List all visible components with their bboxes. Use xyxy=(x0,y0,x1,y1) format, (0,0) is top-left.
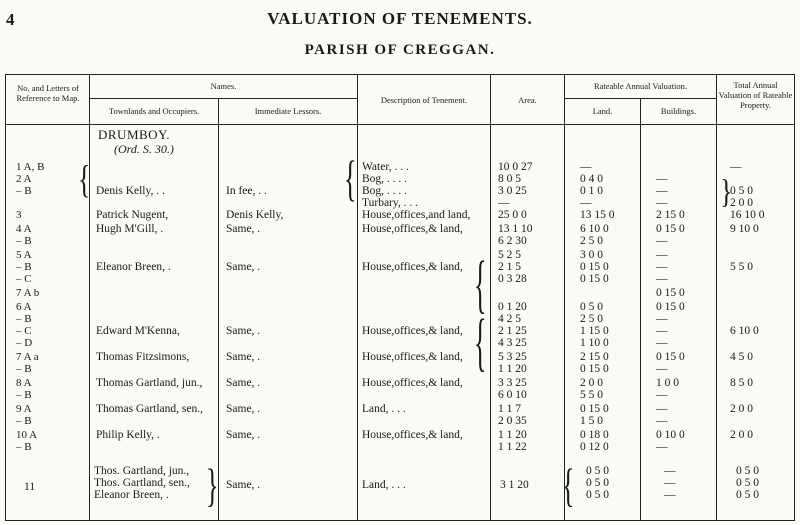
area-cell: 3 0 25 xyxy=(498,185,527,197)
buildings-cell: 2 15 0 xyxy=(656,209,685,221)
total-cell: 16 10 0 xyxy=(730,209,765,221)
total-cell: 5 5 0 xyxy=(730,261,753,273)
header-area: Area. xyxy=(518,95,537,105)
land-cell: 0 15 0 xyxy=(580,363,609,375)
buildings-cell: — xyxy=(656,185,668,197)
ref-cell: 2 A xyxy=(16,173,32,185)
description-cell: House,offices,and land, xyxy=(362,209,471,221)
occupier-cell: Edward M'Kenna, xyxy=(96,325,180,337)
header-names: Names. xyxy=(210,81,237,91)
area-cell: 3 3 25 xyxy=(498,377,527,389)
buildings-cell: — xyxy=(656,441,668,453)
lessor-cell: Same, . xyxy=(226,351,261,363)
area-cell: 6 0 10 xyxy=(498,389,527,401)
buildings-cell: — xyxy=(656,403,668,415)
ref-cell: – B xyxy=(16,235,32,247)
area-cell: 1 1 20 xyxy=(498,363,527,375)
page-number: 4 xyxy=(6,10,15,29)
brace-total: } xyxy=(720,172,733,211)
ref-cell: 10 A xyxy=(16,429,38,441)
land-cell: 5 5 0 xyxy=(580,389,603,401)
brace-right: { xyxy=(78,158,91,202)
description-cell: Water, . . . xyxy=(362,161,409,173)
occupier-cell: Eleanor Breen, . xyxy=(94,489,169,501)
description-cell: House,offices,& land, xyxy=(362,261,463,273)
area-cell: 5 2 5 xyxy=(498,249,521,261)
buildings-cell: — xyxy=(656,325,668,337)
buildings-cell: — xyxy=(656,261,668,273)
area-cell: 1 1 20 xyxy=(498,429,527,441)
header-land: Land. xyxy=(592,106,613,116)
ref-cell: 3 xyxy=(16,209,22,221)
description-cell: House,offices,& land, xyxy=(362,351,463,363)
ref-cell: 4 A xyxy=(16,223,32,235)
buildings-cell: — xyxy=(656,415,668,427)
description-cell: Land, . . . xyxy=(362,479,406,491)
ref-cell: – C xyxy=(16,325,32,337)
lessor-cell: Same, . xyxy=(226,261,261,273)
buildings-cell: 0 15 0 xyxy=(656,351,685,363)
col-rule xyxy=(640,98,641,520)
description-cell: House,offices,& land, xyxy=(362,429,463,441)
valuation-table xyxy=(5,74,795,521)
buildings-cell: — xyxy=(656,273,668,285)
total-cell: 0 5 0 xyxy=(736,477,759,489)
brace-land: { xyxy=(562,459,575,512)
lessor-cell: Same, . xyxy=(226,325,261,337)
occupier-cell: Patrick Nugent, xyxy=(96,209,169,221)
buildings-cell: 1 0 0 xyxy=(656,377,679,389)
ref-cell: – B xyxy=(16,415,32,427)
ref-cell: 6 A xyxy=(16,301,32,313)
area-cell: 5 3 25 xyxy=(498,351,527,363)
area-cell: 25 0 0 xyxy=(498,209,527,221)
description-cell: House,offices,& land, xyxy=(362,377,463,389)
lessor-cell: Same, . xyxy=(226,403,261,415)
ref-cell: – C xyxy=(16,273,32,285)
buildings-cell: 0 15 0 xyxy=(656,223,685,235)
lessor-cell: Same, . xyxy=(226,479,261,491)
total-cell: — xyxy=(730,161,742,173)
total-cell: 2 0 0 xyxy=(730,429,753,441)
buildings-cell: — xyxy=(656,235,668,247)
land-cell: — xyxy=(580,161,592,173)
ref-cell: 8 A xyxy=(16,377,32,389)
col-rule xyxy=(564,75,565,520)
buildings-cell: — xyxy=(664,465,676,477)
total-cell: 0 5 0 xyxy=(736,489,759,501)
header-ref: No. and Letters of Reference to Map. xyxy=(16,83,80,103)
area-cell: 13 1 10 xyxy=(498,223,533,235)
occupier-cell: Thos. Gartland, jun., xyxy=(94,465,190,477)
land-cell: 3 0 0 xyxy=(580,249,603,261)
land-cell: 0 5 0 xyxy=(586,489,609,501)
description-cell: Land, . . . xyxy=(362,403,406,415)
total-cell: 0 5 0 xyxy=(730,185,753,197)
ref-cell: – B xyxy=(16,313,32,325)
ref-cell: – D xyxy=(16,337,33,349)
row-rule xyxy=(564,98,716,99)
buildings-cell: 0 15 0 xyxy=(656,301,685,313)
description-cell: House,offices,& land, xyxy=(362,325,463,337)
townland-name: DRUMBOY. xyxy=(98,127,171,142)
lessor-cell: Same, . xyxy=(226,429,261,441)
land-cell: 2 15 0 xyxy=(580,351,609,363)
occupier-cell: Hugh M'Gill, . xyxy=(96,223,164,235)
header-townlands: Townlands and Occupiers. xyxy=(108,106,200,116)
occupier-cell: Philip Kelly, . xyxy=(96,429,160,441)
ref-cell: 7 A b xyxy=(16,287,40,299)
lessor-cell: Same, . xyxy=(226,377,261,389)
parish-title: PARISH OF CREGGAN. xyxy=(304,42,496,58)
area-cell: 3 1 20 xyxy=(500,479,529,491)
occupier-cell: Thos. Gartland, sen., xyxy=(94,477,190,489)
land-cell: 2 5 0 xyxy=(580,313,603,325)
col-rule xyxy=(357,75,358,520)
brace-left: { xyxy=(344,151,357,207)
land-cell: 0 12 0 xyxy=(580,441,609,453)
land-cell: 0 5 0 xyxy=(586,477,609,489)
area-cell: 6 2 30 xyxy=(498,235,527,247)
page-title: VALUATION OF TENEMENTS. xyxy=(267,9,533,28)
description-cell: Turbary, . . . xyxy=(362,197,419,209)
header-buildings: Buildings. xyxy=(660,106,697,116)
ref-cell: 5 A xyxy=(16,249,32,261)
occupier-cell: Thomas Fitzsimons, xyxy=(96,351,190,363)
lessor-cell: Same, . xyxy=(226,223,261,235)
land-cell: 0 18 0 xyxy=(580,429,609,441)
buildings-cell: 0 15 0 xyxy=(656,287,685,299)
land-cell: 2 5 0 xyxy=(580,235,603,247)
land-cell: 1 15 0 xyxy=(580,325,609,337)
buildings-cell: — xyxy=(656,389,668,401)
brace-occupiers: } xyxy=(206,459,219,512)
land-cell: 6 10 0 xyxy=(580,223,609,235)
land-cell: 0 15 0 xyxy=(580,273,609,285)
ordnance-sheet: (Ord. S. 30.) xyxy=(114,142,174,156)
area-cell: 4 3 25 xyxy=(498,337,527,349)
land-cell: 0 1 0 xyxy=(580,185,603,197)
description-cell: Bog, . . . . xyxy=(362,173,408,185)
lessor-cell: Denis Kelly, xyxy=(226,209,284,221)
area-cell: 0 1 20 xyxy=(498,301,527,313)
occupier-cell: Thomas Gartland, jun., xyxy=(96,377,203,389)
area-cell: — xyxy=(498,197,510,209)
land-cell: 0 4 0 xyxy=(580,173,603,185)
header-rateable: Rateable Annual Valuation. xyxy=(593,81,688,91)
col-rule xyxy=(89,75,90,520)
area-cell: 0 3 28 xyxy=(498,273,527,285)
col-rule xyxy=(490,75,491,520)
land-cell: 0 5 0 xyxy=(586,465,609,477)
area-cell: 2 1 25 xyxy=(498,325,527,337)
col-rule xyxy=(716,75,717,520)
description-cell: Bog, . . . . xyxy=(362,185,408,197)
buildings-cell: — xyxy=(664,477,676,489)
ref-cell: – B xyxy=(16,441,32,453)
buildings-cell: — xyxy=(656,313,668,325)
brace-area: { xyxy=(474,248,487,321)
area-cell: 2 1 5 xyxy=(498,261,521,273)
ref-cell: – B xyxy=(16,363,32,375)
buildings-cell: — xyxy=(656,249,668,261)
occupier-cell: Eleanor Breen, . xyxy=(96,261,171,273)
buildings-cell: — xyxy=(656,363,668,375)
total-cell: 8 5 0 xyxy=(730,377,753,389)
land-cell: 1 10 0 xyxy=(580,337,609,349)
land-cell: 0 5 0 xyxy=(580,301,603,313)
buildings-cell: 0 10 0 xyxy=(656,429,685,441)
occupier-cell: Thomas Gartland, sen., xyxy=(96,403,203,415)
header-rule xyxy=(6,124,794,125)
ref-cell: – B xyxy=(16,185,32,197)
lessor-cell: In fee, . . xyxy=(226,185,267,197)
row-rule xyxy=(89,98,357,99)
area-cell: 1 1 22 xyxy=(498,441,527,453)
buildings-cell: — xyxy=(656,197,668,209)
total-cell: 9 10 0 xyxy=(730,223,759,235)
total-cell: 4 5 0 xyxy=(730,351,753,363)
buildings-cell: — xyxy=(664,489,676,501)
ref-cell: – B xyxy=(16,389,32,401)
header-description: Description of Tenement. xyxy=(380,95,468,105)
header-total: Total Annual Valuation of Rateable Property. xyxy=(718,80,793,110)
land-cell: — xyxy=(580,197,592,209)
ref-cell: – B xyxy=(16,261,32,273)
ref-cell: 9 A xyxy=(16,403,32,415)
header-lessors: Immediate Lessors. xyxy=(254,106,322,116)
total-cell: 2 0 0 xyxy=(730,197,753,209)
land-cell: 0 15 0 xyxy=(580,261,609,273)
land-cell: 13 15 0 xyxy=(580,209,615,221)
land-cell: 1 5 0 xyxy=(580,415,603,427)
ref-cell: 11 xyxy=(24,481,36,493)
ref-cell: 7 A a xyxy=(16,351,39,363)
description-cell: House,offices,& land, xyxy=(362,223,463,235)
land-cell: 2 0 0 xyxy=(580,377,603,389)
ref-cell: 1 A, B xyxy=(16,161,45,173)
area-cell: 1 1 7 xyxy=(498,403,521,415)
land-cell: 0 15 0 xyxy=(580,403,609,415)
occupier-cell: Denis Kelly, . . xyxy=(96,185,165,197)
total-cell: 0 5 0 xyxy=(736,465,759,477)
area-cell: 2 0 35 xyxy=(498,415,527,427)
area-cell: 4 2 5 xyxy=(498,313,521,325)
total-cell: 6 10 0 xyxy=(730,325,759,337)
buildings-cell: — xyxy=(656,173,668,185)
area-cell: 8 0 5 xyxy=(498,173,521,185)
area-cell: 10 0 27 xyxy=(498,161,533,173)
brace-area: { xyxy=(474,306,487,379)
buildings-cell: — xyxy=(656,337,668,349)
col-rule xyxy=(218,98,219,520)
total-cell: 2 0 0 xyxy=(730,403,753,415)
